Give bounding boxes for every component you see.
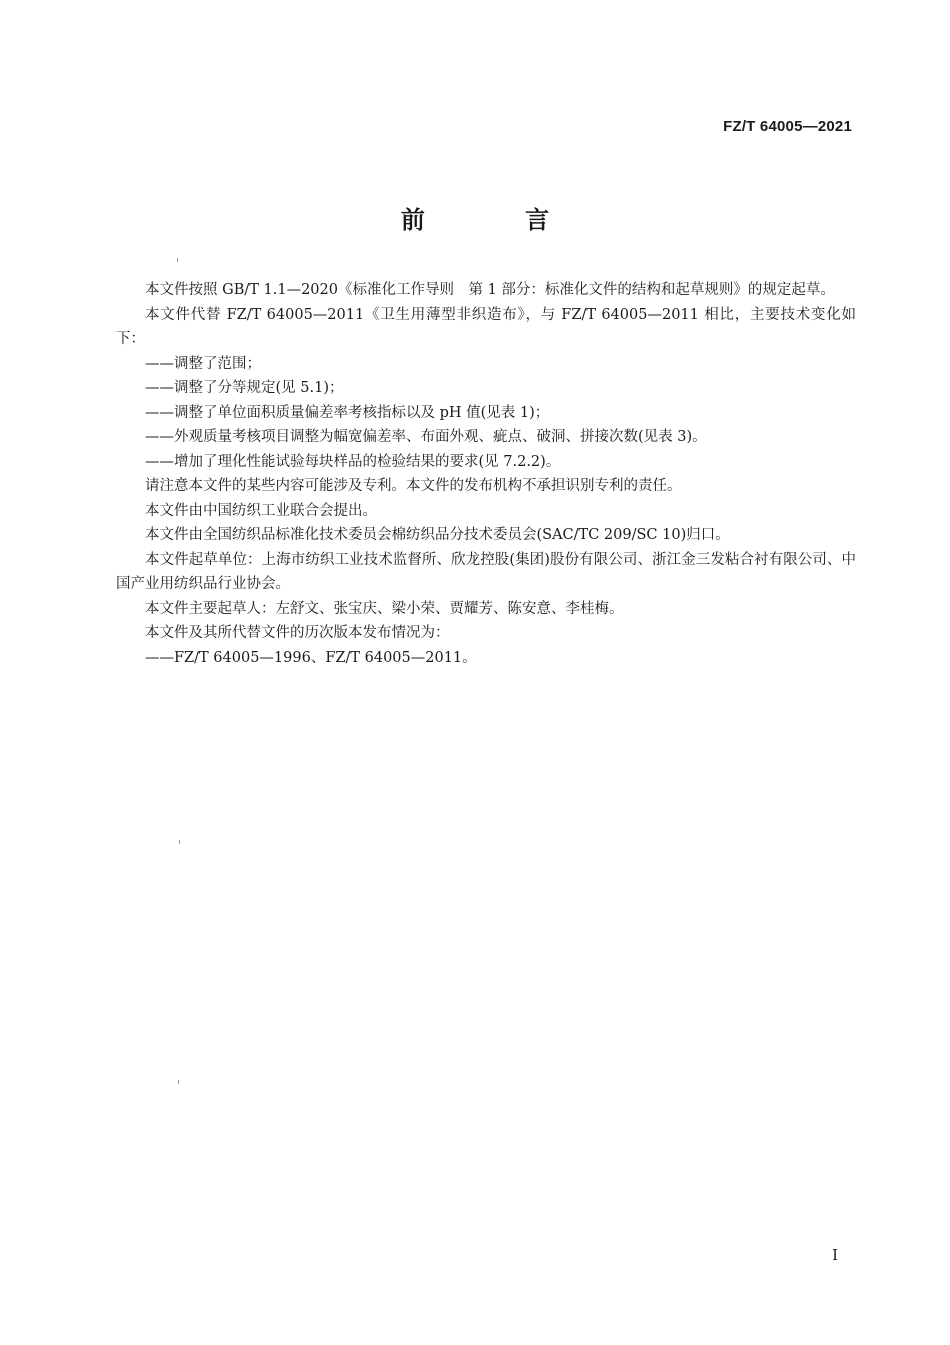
paragraph-drafting-rule: 本文件按照 GB/T 1.1—2020《标准化工作导则 第 1 部分：标准化文件的结构和起草规则》的规定起草。 bbox=[145, 282, 835, 298]
paragraph-patent-notice: 请注意本文件的某些内容可能涉及专利。本文件的发布机构不承担识别专利的责任。 bbox=[145, 478, 682, 494]
scan-speck bbox=[179, 840, 180, 844]
scan-speck bbox=[178, 1080, 179, 1084]
page-title: 前 言 bbox=[400, 206, 596, 234]
change-item-mass-ph: ——调整了单位面积质量偏差率考核指标以及 pH 值(见表 1)； bbox=[145, 404, 550, 421]
paragraph-replacement: 本文件代替 FZ/T 64005—2011《卫生用薄型非织造布》，与 FZ/T 64005—2011 相比，主要技术变化如下： bbox=[116, 306, 856, 347]
version-history-item: ——FZ/T 64005—1996、FZ/T 64005—2011。 bbox=[145, 649, 477, 666]
paragraph-committee: 本文件由全国纺织品标准化技术委员会棉纺织品分技术委员会(SAC/TC 209/SC 10)归口。 bbox=[145, 527, 730, 543]
change-item-test-results: ——增加了理化性能试验每块样品的检验结果的要求(见 7.2.2)。 bbox=[145, 453, 561, 470]
paragraph-drafting-units: 本文件起草单位：上海市纺织工业技术监督所、欣龙控股(集团)股份有限公司、浙江金三发粘合衬有限公司、中国产业用纺织品行业协会。 bbox=[116, 551, 856, 592]
change-item-grading: ——调整了分等规定(见 5.1)； bbox=[145, 380, 344, 396]
scan-speck bbox=[177, 258, 178, 262]
page-number: I bbox=[832, 1246, 838, 1264]
document-code: FZ/T 64005—2021 bbox=[723, 118, 852, 135]
paragraph-proposer: 本文件由中国纺织工业联合会提出。 bbox=[145, 502, 377, 519]
change-item-scope: ——调整了范围； bbox=[145, 355, 261, 372]
foreword-body bbox=[116, 278, 856, 670]
paragraph-drafters: 本文件主要起草人：左舒文、张宝庆、梁小荣、贾耀芳、陈安意、李桂梅。 bbox=[145, 600, 624, 617]
change-item-appearance: ——外观质量考核项目调整为幅宽偏差率、布面外观、疵点、破洞、拼接次数(见表 3)。 bbox=[145, 429, 707, 445]
paragraph-version-history: 本文件及其所代替文件的历次版本发布情况为： bbox=[145, 625, 450, 641]
